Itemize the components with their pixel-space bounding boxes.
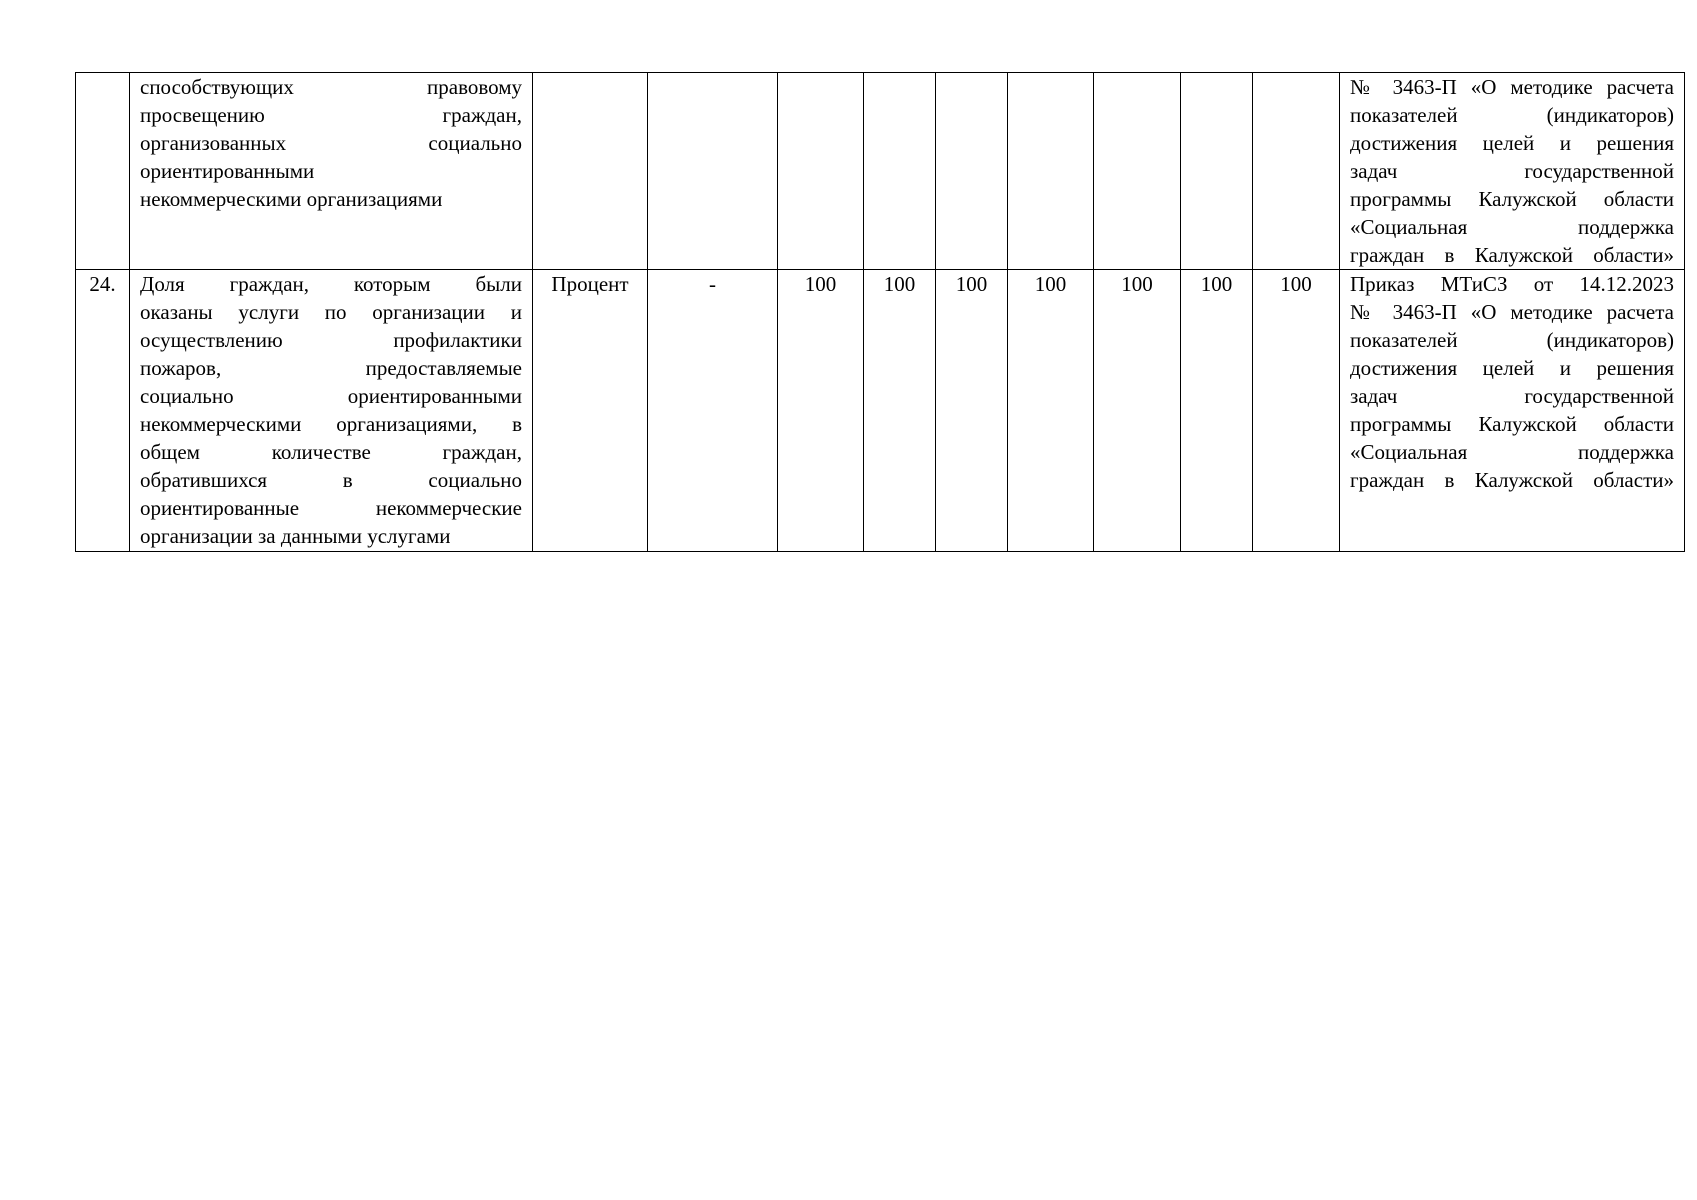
value-cell — [1008, 73, 1094, 270]
text-line: осуществлению профилактики — [140, 328, 522, 352]
text-line: граждан в Калужской области» — [1350, 243, 1674, 267]
text-line: пожаров, предоставляемые — [140, 356, 522, 380]
text-line: оказаны услуги по организации и — [140, 300, 522, 324]
value-cell — [1253, 73, 1340, 270]
source-document — [1340, 73, 1685, 270]
text-line: обратившихся в социально — [140, 468, 522, 492]
text-line: некоммерческими организациями — [140, 187, 443, 211]
value-cell: 100 — [864, 270, 936, 552]
indicator-name — [130, 270, 533, 552]
text-line: просвещению граждан, — [140, 103, 522, 127]
text-line: граждан в Калужской области» — [1350, 468, 1674, 492]
value-cell — [864, 73, 936, 270]
text-line: ориентированными — [140, 159, 315, 183]
base-value-cell — [648, 73, 778, 270]
text-line: показателей (индикаторов) — [1350, 328, 1674, 352]
indicators-table — [75, 72, 1685, 552]
source-document — [1340, 270, 1685, 552]
value-cell: 100 — [1181, 270, 1253, 552]
value-cell — [1181, 73, 1253, 270]
value-cell: 100 — [778, 270, 864, 552]
text-line: задач государственной — [1350, 384, 1674, 408]
text-line: «Социальная поддержка — [1350, 215, 1674, 239]
value-cell — [936, 73, 1008, 270]
text-line: «Социальная поддержка — [1350, 440, 1674, 464]
value-cell — [778, 73, 864, 270]
table-row — [76, 73, 1685, 270]
table-row — [76, 270, 1685, 552]
indicator-name — [130, 73, 533, 270]
text-line: показателей (индикаторов) — [1350, 103, 1674, 127]
text-line: организации за данными услугами — [140, 524, 451, 548]
text-line: ориентированные некоммерческие — [140, 496, 522, 520]
text-line: задач государственной — [1350, 159, 1674, 183]
row-number — [76, 73, 130, 270]
value-cell: 100 — [936, 270, 1008, 552]
value-cell — [1094, 73, 1181, 270]
text-line: № 3463-П «О методике расчета — [1350, 300, 1674, 324]
value-cell: 100 — [1253, 270, 1340, 552]
text-line: программы Калужской области — [1350, 412, 1674, 436]
value-cell: 100 — [1008, 270, 1094, 552]
text-line: Приказ МТиСЗ от 14.12.2023 — [1350, 272, 1674, 296]
text-line: № 3463-П «О методике расчета — [1350, 75, 1674, 99]
text-line: достижения целей и решения — [1350, 131, 1674, 155]
unit-cell: Процент — [533, 270, 648, 552]
text-line: программы Калужской области — [1350, 187, 1674, 211]
text-line: общем количестве граждан, — [140, 440, 522, 464]
text-line: организованных социально — [140, 131, 522, 155]
unit-cell — [533, 73, 648, 270]
row-number: 24. — [76, 270, 130, 552]
value-cell: 100 — [1094, 270, 1181, 552]
text-line: способствующих правовому — [140, 75, 522, 99]
text-line: некоммерческими организациями, в — [140, 412, 522, 436]
text-line: социально ориентированными — [140, 384, 522, 408]
text-line: достижения целей и решения — [1350, 356, 1674, 380]
base-value-cell: - — [648, 270, 778, 552]
text-line: Доля граждан, которым были — [140, 272, 522, 296]
